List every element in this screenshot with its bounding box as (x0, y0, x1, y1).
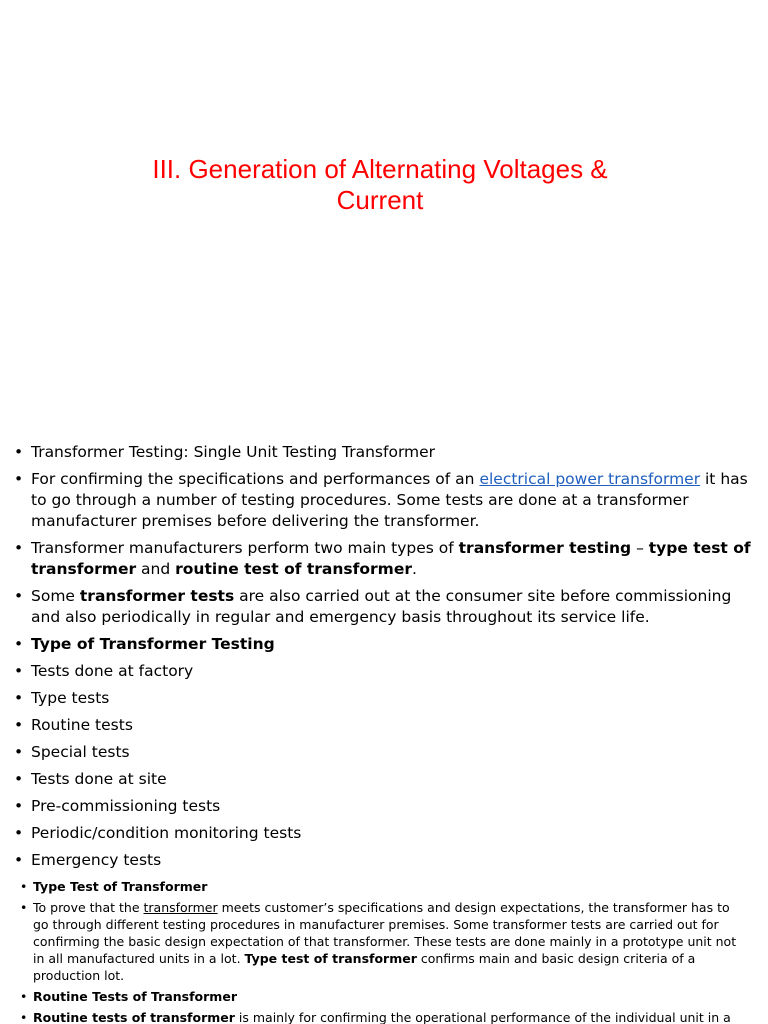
paragraph-end: is mainly for confirming the operational performance of the individual unit in a (234, 1010, 731, 1024)
bold-term: type test of transformer (31, 539, 751, 578)
list-item (20, 1009, 748, 1024)
bullet-text: Pre-commissioning tests (31, 797, 221, 815)
list-item (14, 769, 754, 790)
bullet-text-end: it has to go through a number of testing procedures. Some tests are done at a transformer manufacturer premises before delivering the transformer. (31, 470, 748, 530)
list-item (14, 538, 754, 580)
bullet-icon: • (14, 470, 24, 488)
paragraph-middle: meets customer’s specifications and design expectations, the transformer has to go through different testing procedures in manufacturer premises. Some transformer tests are carried out for confirming the basic design expectation of that transformer. These tests are done mainly in a prototype unit not in all manufactured units in a lot. (33, 900, 737, 966)
slide-title (100, 154, 660, 216)
list-item (20, 988, 748, 1005)
electrical-power-transformer-link[interactable]: electrical power transformer (479, 470, 701, 488)
bullet-icon: • (14, 662, 24, 680)
list-item (14, 742, 754, 763)
bullet-icon: • (20, 900, 28, 915)
bullet-text: Transformer Testing: Single Unit Testing Transformer (31, 443, 436, 461)
bullet-text: Special tests (31, 743, 130, 761)
list-item (14, 661, 754, 682)
bullet-text-end: are also carried out at the consumer site before commissioning and also periodically in regular and emergency basis throughout its service life. (31, 587, 732, 626)
list-item (14, 715, 754, 736)
and-text: and (136, 560, 176, 578)
bullet-icon: • (14, 716, 24, 734)
paragraph-start: To prove that the (33, 900, 144, 915)
list-item (14, 796, 754, 817)
paragraph-end: confirms main and basic design criteria of a production lot. (33, 951, 696, 983)
bold-term: routine test of transformer (175, 560, 412, 578)
bullet-text-end: . (412, 560, 417, 578)
bullet-icon: • (14, 587, 24, 605)
list-item (20, 878, 748, 895)
transformer-link[interactable]: transformer (143, 900, 218, 915)
detail-bullet-list (20, 878, 748, 1024)
bullet-text: Routine tests (31, 716, 133, 734)
section-heading: Type of Transformer Testing (31, 635, 275, 653)
bullet-icon: • (14, 743, 24, 761)
list-item (14, 688, 754, 709)
bullet-icon: • (14, 443, 24, 461)
list-item (14, 634, 754, 655)
bullet-icon: • (20, 989, 28, 1004)
dash-text: – (631, 539, 649, 557)
bullet-text: Type tests (31, 689, 110, 707)
slide-title-line-2: Current (336, 185, 424, 215)
section-heading: Type Test of Transformer (33, 879, 208, 894)
bullet-text-start: Transformer manufacturers perform two main types of (31, 539, 459, 557)
bold-term: Type test of transformer (244, 951, 417, 966)
bold-term: Routine tests of transformer (33, 1010, 235, 1024)
bold-term: transformer tests (79, 587, 235, 605)
bullet-text: Tests done at site (31, 770, 167, 788)
list-item (14, 823, 754, 844)
bullet-icon: • (14, 824, 24, 842)
bullet-text: Tests done at factory (31, 662, 194, 680)
bullet-icon: • (20, 1010, 28, 1024)
bullet-icon: • (20, 879, 28, 894)
bullet-text-start: For confirming the specifications and performances of an (31, 470, 480, 488)
bold-term: transformer testing (458, 539, 632, 557)
bullet-text: Emergency tests (31, 851, 162, 869)
list-item (20, 899, 748, 984)
list-item (14, 586, 754, 628)
bullet-icon: • (14, 689, 24, 707)
section-heading: Routine Tests of Transformer (33, 989, 237, 1004)
list-item (14, 850, 754, 871)
list-item (14, 469, 754, 532)
bullet-icon: • (14, 539, 24, 557)
list-item (14, 442, 754, 463)
main-bullet-list (14, 442, 754, 877)
bullet-icon: • (14, 797, 24, 815)
bullet-text-start: Some (31, 587, 80, 605)
bullet-text: Periodic/condition monitoring tests (31, 824, 302, 842)
bullet-icon: • (14, 770, 24, 788)
slide-title-line-1: III. Generation of Alternating Voltages & (152, 154, 608, 184)
bullet-icon: • (14, 851, 24, 869)
bullet-icon: • (14, 635, 24, 653)
